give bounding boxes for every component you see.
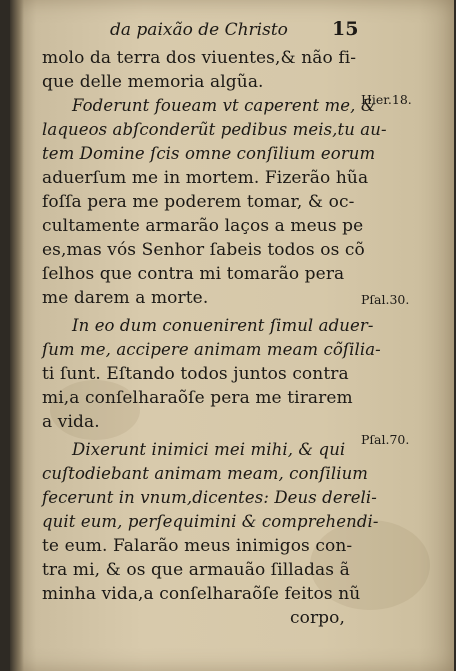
text-line: es,mas vós Senhor ſabeis todos os cõ xyxy=(42,240,365,260)
margin-note: Pſal.30. xyxy=(361,292,410,307)
page-number: 15 xyxy=(332,18,359,40)
latin-line: tem Domine ſcis omne conſilium eorum xyxy=(42,144,376,163)
page-gutter xyxy=(10,0,24,671)
text-line: corpo, xyxy=(290,608,346,628)
text-line: mi,a conſelharaõſe pera me tirarem xyxy=(42,388,353,408)
text-line: que delle memoria algũa. xyxy=(42,72,264,92)
latin-line: quit eum, perſequimini & comprehendi- xyxy=(42,512,379,531)
text-line: ti ſunt. Eſtando todos juntos contra xyxy=(42,364,349,384)
margin-note: Pſal.70. xyxy=(361,432,410,447)
running-title: da paixão de Christo xyxy=(110,20,288,40)
text-line: molo da terra dos viuentes,& não fi- xyxy=(42,48,357,68)
text-line: me darem a morte. xyxy=(42,288,209,308)
latin-line: fecerunt in vnum,dicentes: Deus dereli- xyxy=(42,488,377,507)
latin-line: Foderunt foueam vt caperent me, & xyxy=(72,96,376,115)
text-line: minha vida,a conſelharaõſe feitos nũ xyxy=(42,584,361,604)
text-line: ſelhos que contra mi tomarão pera xyxy=(42,264,345,284)
latin-line: In eo dum conuenirent ſimul aduer- xyxy=(72,316,374,335)
text-line: aduerſum me in mortem. Fizerão hũa xyxy=(42,168,369,188)
text-line: cultamente armarão laços a meus pe xyxy=(42,216,364,236)
text-line: a vida. xyxy=(42,412,100,432)
text-line: tra mi, & os que armauão ſilladas ã xyxy=(42,560,350,580)
text-line: foſſa pera me poderem tomar, & oc- xyxy=(42,192,355,212)
margin-note: Hier.18. xyxy=(361,92,412,107)
book-page xyxy=(10,0,454,671)
latin-line: ſum me, accipere animam meam cõſilia- xyxy=(42,340,381,359)
latin-line: cuſtodiebant animam meam, conſilium xyxy=(42,464,369,483)
latin-line: laqueos abſconderũt pedibus meis,tu au- xyxy=(42,120,387,139)
text-line: te eum. Falarão meus inimigos con- xyxy=(42,536,353,556)
latin-line: Dixerunt inimici mei mihi, & qui xyxy=(72,440,346,459)
